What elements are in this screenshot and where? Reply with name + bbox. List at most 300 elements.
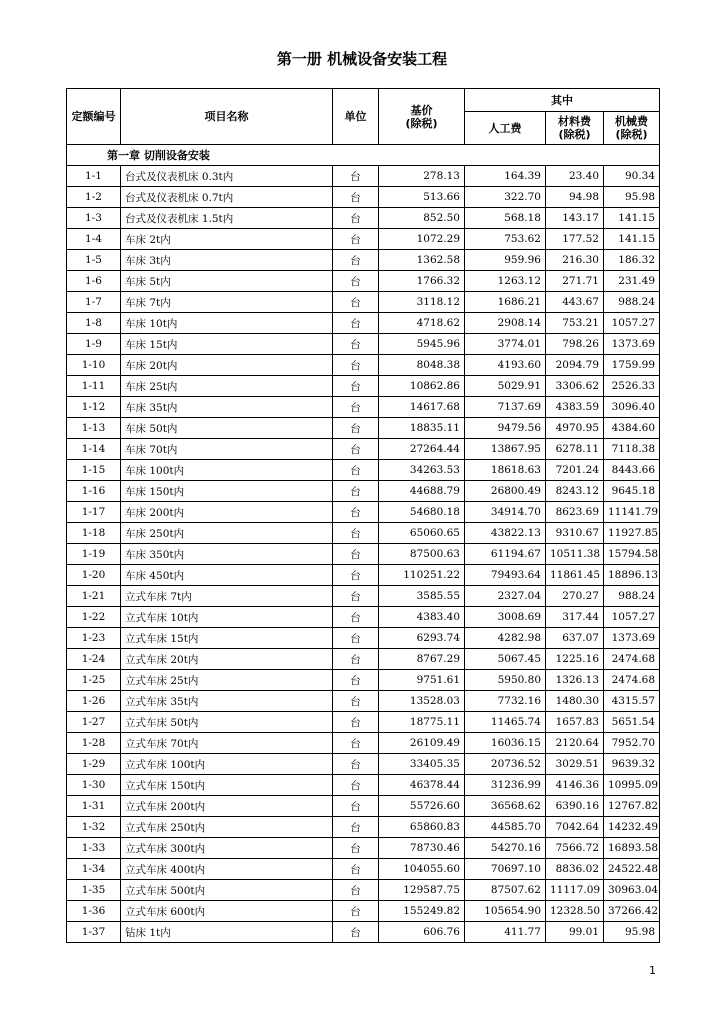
cell-name: 钻床 1t内	[121, 922, 333, 943]
table-row	[67, 691, 660, 712]
cell-unit: 台	[333, 481, 379, 502]
cell-material: 8836.02	[546, 859, 604, 880]
cell-name: 立式车床 70t内	[121, 733, 333, 754]
table-row	[67, 166, 660, 187]
table-row	[67, 754, 660, 775]
cell-material: 6278.11	[546, 439, 604, 460]
cell-name: 车床 35t内	[121, 397, 333, 418]
cell-machine: 141.15	[604, 208, 660, 229]
cell-material: 8243.12	[546, 481, 604, 502]
cell-base-price: 55726.60	[379, 796, 465, 817]
cell-base-price: 65060.65	[379, 523, 465, 544]
cell-base-price: 46378.44	[379, 775, 465, 796]
cell-unit: 台	[333, 733, 379, 754]
cell-code: 1-22	[67, 607, 121, 628]
cell-name: 立式车床 50t内	[121, 712, 333, 733]
cell-name: 车床 100t内	[121, 460, 333, 481]
cell-labor: 959.96	[465, 250, 546, 271]
cell-machine: 95.98	[604, 922, 660, 943]
cell-material: 216.30	[546, 250, 604, 271]
cell-labor: 7137.69	[465, 397, 546, 418]
cell-base-price: 4383.40	[379, 607, 465, 628]
cell-material: 1657.83	[546, 712, 604, 733]
cell-code: 1-27	[67, 712, 121, 733]
cell-material: 8623.69	[546, 502, 604, 523]
cell-labor: 3008.69	[465, 607, 546, 628]
cell-material: 6390.16	[546, 796, 604, 817]
cell-unit: 台	[333, 292, 379, 313]
cell-base-price: 8767.29	[379, 649, 465, 670]
cell-unit: 台	[333, 313, 379, 334]
cell-base-price: 5945.96	[379, 334, 465, 355]
cell-unit: 台	[333, 901, 379, 922]
cell-material: 9310.67	[546, 523, 604, 544]
cell-unit: 台	[333, 712, 379, 733]
cell-labor: 322.70	[465, 187, 546, 208]
cell-material: 753.21	[546, 313, 604, 334]
cell-machine: 37266.42	[604, 901, 660, 922]
cell-material: 4970.95	[546, 418, 604, 439]
cell-material: 3029.51	[546, 754, 604, 775]
cell-code: 1-36	[67, 901, 121, 922]
header-code: 定额编号	[67, 89, 121, 145]
cell-name: 立式车床 25t内	[121, 670, 333, 691]
cell-machine: 11927.85	[604, 523, 660, 544]
cell-material: 177.52	[546, 229, 604, 250]
table-row	[67, 481, 660, 502]
cell-material: 317.44	[546, 607, 604, 628]
cell-material: 23.40	[546, 166, 604, 187]
cell-base-price: 78730.46	[379, 838, 465, 859]
cell-labor: 20736.52	[465, 754, 546, 775]
cell-material: 798.26	[546, 334, 604, 355]
cell-base-price: 33405.35	[379, 754, 465, 775]
header-labor: 人工费	[465, 112, 546, 145]
cell-material: 7042.64	[546, 817, 604, 838]
cell-machine: 11141.79	[604, 502, 660, 523]
cell-unit: 台	[333, 166, 379, 187]
cell-machine: 1373.69	[604, 628, 660, 649]
cell-code: 1-4	[67, 229, 121, 250]
cell-name: 台式及仪表机床 0.7t内	[121, 187, 333, 208]
cell-code: 1-15	[67, 460, 121, 481]
cell-machine: 7118.38	[604, 439, 660, 460]
cell-code: 1-33	[67, 838, 121, 859]
cell-machine: 16893.58	[604, 838, 660, 859]
cell-base-price: 54680.18	[379, 502, 465, 523]
table-row	[67, 712, 660, 733]
cell-unit: 台	[333, 397, 379, 418]
cell-code: 1-6	[67, 271, 121, 292]
cell-base-price: 6293.74	[379, 628, 465, 649]
cell-base-price: 10862.86	[379, 376, 465, 397]
cell-name: 立式车床 100t内	[121, 754, 333, 775]
cell-unit: 台	[333, 544, 379, 565]
table-row	[67, 859, 660, 880]
cell-code: 1-26	[67, 691, 121, 712]
cell-material: 637.07	[546, 628, 604, 649]
cell-base-price: 65860.83	[379, 817, 465, 838]
table-row	[67, 817, 660, 838]
cell-code: 1-1	[67, 166, 121, 187]
cell-code: 1-7	[67, 292, 121, 313]
cell-code: 1-18	[67, 523, 121, 544]
cell-base-price: 1072.29	[379, 229, 465, 250]
cell-name: 立式车床 20t内	[121, 649, 333, 670]
cell-unit: 台	[333, 586, 379, 607]
cell-machine: 9639.32	[604, 754, 660, 775]
table-row	[67, 439, 660, 460]
cell-labor: 411.77	[465, 922, 546, 943]
table-row	[67, 208, 660, 229]
cell-name: 车床 7t内	[121, 292, 333, 313]
cell-unit: 台	[333, 754, 379, 775]
cell-code: 1-28	[67, 733, 121, 754]
cell-code: 1-8	[67, 313, 121, 334]
cell-machine: 988.24	[604, 292, 660, 313]
table-row	[67, 418, 660, 439]
cell-name: 车床 10t内	[121, 313, 333, 334]
header-material: 材料费 (除税)	[546, 112, 604, 145]
cell-labor: 2908.14	[465, 313, 546, 334]
cell-labor: 105654.90	[465, 901, 546, 922]
table-row	[67, 229, 660, 250]
cell-material: 2120.64	[546, 733, 604, 754]
cell-name: 台式及仪表机床 1.5t内	[121, 208, 333, 229]
cell-labor: 43822.13	[465, 523, 546, 544]
cell-machine: 5651.54	[604, 712, 660, 733]
cell-base-price: 513.66	[379, 187, 465, 208]
cell-unit: 台	[333, 628, 379, 649]
cell-base-price: 104055.60	[379, 859, 465, 880]
table-row	[67, 502, 660, 523]
cell-code: 1-16	[67, 481, 121, 502]
cell-unit: 台	[333, 817, 379, 838]
cell-unit: 台	[333, 250, 379, 271]
cell-labor: 26800.49	[465, 481, 546, 502]
table-row	[67, 397, 660, 418]
cell-machine: 24522.48	[604, 859, 660, 880]
page-number: 1	[649, 964, 656, 977]
table-row	[67, 376, 660, 397]
header-name: 项目名称	[121, 89, 333, 145]
cell-code: 1-5	[67, 250, 121, 271]
cell-labor: 9479.56	[465, 418, 546, 439]
cell-unit: 台	[333, 502, 379, 523]
cell-machine: 10995.09	[604, 775, 660, 796]
chapter-title: 第一章 切削设备安装	[67, 145, 660, 166]
cell-labor: 3774.01	[465, 334, 546, 355]
cell-machine: 988.24	[604, 586, 660, 607]
cell-material: 11861.45	[546, 565, 604, 586]
cell-code: 1-3	[67, 208, 121, 229]
table-row	[67, 523, 660, 544]
cell-labor: 2327.04	[465, 586, 546, 607]
cell-name: 台式及仪表机床 0.3t内	[121, 166, 333, 187]
cell-labor: 54270.16	[465, 838, 546, 859]
cell-machine: 90.34	[604, 166, 660, 187]
cell-unit: 台	[333, 859, 379, 880]
cell-labor: 568.18	[465, 208, 546, 229]
cell-material: 2094.79	[546, 355, 604, 376]
table-row	[67, 187, 660, 208]
cell-name: 车床 150t内	[121, 481, 333, 502]
cell-base-price: 8048.38	[379, 355, 465, 376]
table-row	[67, 355, 660, 376]
cell-labor: 5067.45	[465, 649, 546, 670]
cell-machine: 12767.82	[604, 796, 660, 817]
cell-material: 4146.36	[546, 775, 604, 796]
cell-labor: 31236.99	[465, 775, 546, 796]
cell-code: 1-9	[67, 334, 121, 355]
cell-base-price: 852.50	[379, 208, 465, 229]
cell-machine: 1759.99	[604, 355, 660, 376]
cell-machine: 3096.40	[604, 397, 660, 418]
cell-unit: 台	[333, 796, 379, 817]
table-row	[67, 271, 660, 292]
table-row	[67, 313, 660, 334]
table-row	[67, 733, 660, 754]
cell-base-price: 18775.11	[379, 712, 465, 733]
cell-name: 立式车床 7t内	[121, 586, 333, 607]
table-row	[67, 250, 660, 271]
cell-code: 1-23	[67, 628, 121, 649]
page-title: 第一册 机械设备安装工程	[276, 50, 448, 68]
cell-code: 1-30	[67, 775, 121, 796]
cell-labor: 164.39	[465, 166, 546, 187]
cell-machine: 30963.04	[604, 880, 660, 901]
table-row	[67, 901, 660, 922]
cell-unit: 台	[333, 208, 379, 229]
cell-base-price: 4718.62	[379, 313, 465, 334]
cell-material: 94.98	[546, 187, 604, 208]
cell-unit: 台	[333, 565, 379, 586]
cell-code: 1-10	[67, 355, 121, 376]
table-row	[67, 607, 660, 628]
cell-material: 270.27	[546, 586, 604, 607]
cell-base-price: 27264.44	[379, 439, 465, 460]
cell-labor: 36568.62	[465, 796, 546, 817]
cell-name: 立式车床 35t内	[121, 691, 333, 712]
cell-labor: 5029.91	[465, 376, 546, 397]
cell-code: 1-13	[67, 418, 121, 439]
cell-name: 车床 2t内	[121, 229, 333, 250]
cell-code: 1-12	[67, 397, 121, 418]
cell-base-price: 14617.68	[379, 397, 465, 418]
cell-code: 1-29	[67, 754, 121, 775]
table-row	[67, 565, 660, 586]
cell-material: 443.67	[546, 292, 604, 313]
cell-name: 立式车床 15t内	[121, 628, 333, 649]
cell-machine: 15794.58	[604, 544, 660, 565]
cell-base-price: 26109.49	[379, 733, 465, 754]
cell-material: 4383.59	[546, 397, 604, 418]
cell-code: 1-2	[67, 187, 121, 208]
cell-unit: 台	[333, 271, 379, 292]
cell-name: 车床 25t内	[121, 376, 333, 397]
cell-material: 99.01	[546, 922, 604, 943]
cell-code: 1-17	[67, 502, 121, 523]
cell-labor: 11465.74	[465, 712, 546, 733]
cell-unit: 台	[333, 418, 379, 439]
cell-labor: 18618.63	[465, 460, 546, 481]
table-row	[67, 838, 660, 859]
cell-code: 1-11	[67, 376, 121, 397]
cell-code: 1-19	[67, 544, 121, 565]
cell-name: 车床 70t内	[121, 439, 333, 460]
header-unit: 单位	[333, 89, 379, 145]
cell-code: 1-34	[67, 859, 121, 880]
table-row	[67, 628, 660, 649]
cell-machine: 141.15	[604, 229, 660, 250]
cell-code: 1-31	[67, 796, 121, 817]
cell-material: 271.71	[546, 271, 604, 292]
cell-material: 10511.38	[546, 544, 604, 565]
cell-labor: 7732.16	[465, 691, 546, 712]
cell-code: 1-24	[67, 649, 121, 670]
cell-labor: 70697.10	[465, 859, 546, 880]
cell-labor: 1686.21	[465, 292, 546, 313]
cell-base-price: 110251.22	[379, 565, 465, 586]
cell-unit: 台	[333, 691, 379, 712]
cell-unit: 台	[333, 607, 379, 628]
cell-name: 车床 20t内	[121, 355, 333, 376]
cell-unit: 台	[333, 649, 379, 670]
cell-labor: 61194.67	[465, 544, 546, 565]
cell-base-price: 129587.75	[379, 880, 465, 901]
table-row	[67, 796, 660, 817]
cell-unit: 台	[333, 439, 379, 460]
cell-unit: 台	[333, 334, 379, 355]
cell-material: 1225.16	[546, 649, 604, 670]
cell-name: 立式车床 500t内	[121, 880, 333, 901]
cell-machine: 7952.70	[604, 733, 660, 754]
cell-material: 7566.72	[546, 838, 604, 859]
table-row	[67, 292, 660, 313]
cell-name: 立式车床 10t内	[121, 607, 333, 628]
cell-base-price: 9751.61	[379, 670, 465, 691]
cell-name: 车床 15t内	[121, 334, 333, 355]
cell-base-price: 155249.82	[379, 901, 465, 922]
cell-labor: 44585.70	[465, 817, 546, 838]
cell-material: 3306.62	[546, 376, 604, 397]
cell-code: 1-37	[67, 922, 121, 943]
cell-base-price: 1362.58	[379, 250, 465, 271]
cell-unit: 台	[333, 229, 379, 250]
cell-machine: 8443.66	[604, 460, 660, 481]
cell-machine: 186.32	[604, 250, 660, 271]
cell-base-price: 3118.12	[379, 292, 465, 313]
cell-name: 车床 50t内	[121, 418, 333, 439]
cell-name: 车床 250t内	[121, 523, 333, 544]
table-row	[67, 880, 660, 901]
cell-machine: 2474.68	[604, 670, 660, 691]
cell-material: 1326.13	[546, 670, 604, 691]
cell-machine: 2526.33	[604, 376, 660, 397]
cell-labor: 87507.62	[465, 880, 546, 901]
cell-name: 车床 200t内	[121, 502, 333, 523]
cell-unit: 台	[333, 355, 379, 376]
cell-machine: 4384.60	[604, 418, 660, 439]
table-row	[67, 670, 660, 691]
cell-unit: 台	[333, 775, 379, 796]
cell-code: 1-20	[67, 565, 121, 586]
table-row	[67, 586, 660, 607]
cell-base-price: 18835.11	[379, 418, 465, 439]
cell-machine: 1373.69	[604, 334, 660, 355]
cell-machine: 9645.18	[604, 481, 660, 502]
cell-material: 11117.09	[546, 880, 604, 901]
cell-material: 7201.24	[546, 460, 604, 481]
table-row	[67, 460, 660, 481]
table-row	[67, 544, 660, 565]
cell-base-price: 44688.79	[379, 481, 465, 502]
cell-machine: 231.49	[604, 271, 660, 292]
cell-machine: 2474.68	[604, 649, 660, 670]
cell-name: 车床 5t内	[121, 271, 333, 292]
cell-labor: 753.62	[465, 229, 546, 250]
cell-name: 立式车床 600t内	[121, 901, 333, 922]
cell-code: 1-35	[67, 880, 121, 901]
cell-base-price: 606.76	[379, 922, 465, 943]
cell-base-price: 1766.32	[379, 271, 465, 292]
cell-base-price: 278.13	[379, 166, 465, 187]
cell-machine: 4315.57	[604, 691, 660, 712]
cell-labor: 34914.70	[465, 502, 546, 523]
cell-unit: 台	[333, 523, 379, 544]
cell-unit: 台	[333, 838, 379, 859]
cell-machine: 1057.27	[604, 313, 660, 334]
cell-machine: 95.98	[604, 187, 660, 208]
cell-unit: 台	[333, 187, 379, 208]
table-row	[67, 775, 660, 796]
cell-labor: 5950.80	[465, 670, 546, 691]
cell-name: 车床 350t内	[121, 544, 333, 565]
cell-unit: 台	[333, 670, 379, 691]
cell-name: 立式车床 250t内	[121, 817, 333, 838]
cell-unit: 台	[333, 880, 379, 901]
cell-name: 立式车床 150t内	[121, 775, 333, 796]
cell-name: 立式车床 400t内	[121, 859, 333, 880]
cell-unit: 台	[333, 922, 379, 943]
table-header	[67, 89, 660, 145]
cell-name: 车床 3t内	[121, 250, 333, 271]
cell-labor: 13867.95	[465, 439, 546, 460]
cell-base-price: 13528.03	[379, 691, 465, 712]
cell-labor: 16036.15	[465, 733, 546, 754]
cell-unit: 台	[333, 460, 379, 481]
cell-code: 1-25	[67, 670, 121, 691]
cell-name: 立式车床 200t内	[121, 796, 333, 817]
cell-material: 1480.30	[546, 691, 604, 712]
cell-code: 1-14	[67, 439, 121, 460]
cell-base-price: 87500.63	[379, 544, 465, 565]
cell-machine: 1057.27	[604, 607, 660, 628]
chapter-row	[67, 145, 660, 166]
header-among: 其中	[465, 89, 660, 112]
cell-code: 1-21	[67, 586, 121, 607]
cell-name: 立式车床 300t内	[121, 838, 333, 859]
cell-labor: 79493.64	[465, 565, 546, 586]
cell-machine: 14232.49	[604, 817, 660, 838]
quota-table	[66, 88, 660, 943]
cell-base-price: 34263.53	[379, 460, 465, 481]
table-row	[67, 334, 660, 355]
header-machine: 机械费 (除税)	[604, 112, 660, 145]
cell-labor: 1263.12	[465, 271, 546, 292]
cell-machine: 18896.13	[604, 565, 660, 586]
cell-code: 1-32	[67, 817, 121, 838]
